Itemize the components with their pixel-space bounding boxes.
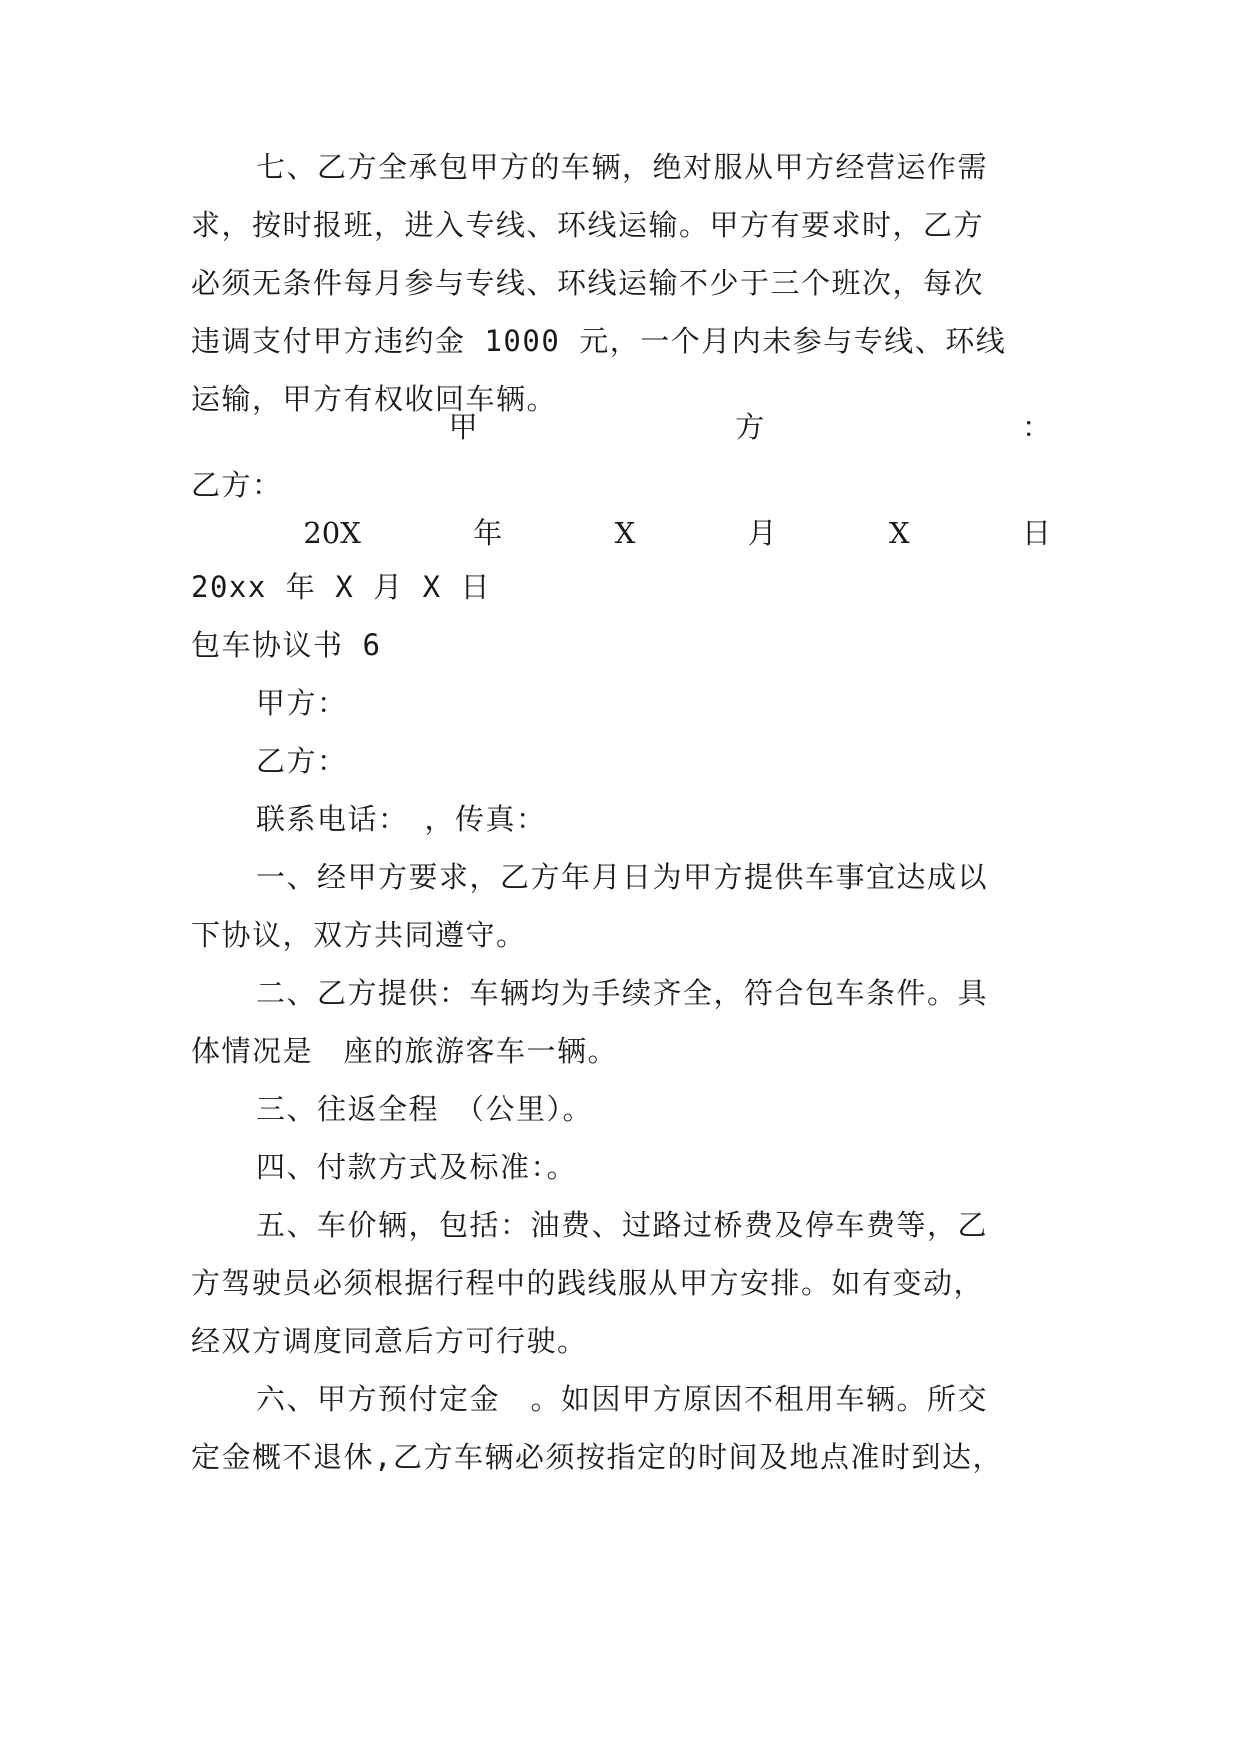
paragraph-line: 七、乙方全承包甲方的车辆，绝对服从甲方经营运作需 <box>256 150 989 184</box>
date-part: X <box>888 516 910 550</box>
date-part: 20X <box>303 516 361 550</box>
date-part: X <box>614 516 636 550</box>
party-a-signature-row <box>191 398 1051 456</box>
paragraph-line: 必须无条件每月参与专线、环线运输不少于三个班次，每次 <box>191 266 985 300</box>
clause-1-line: 一、经甲方要求，乙方年月日为甲方提供车事宜达成以 <box>256 860 989 894</box>
clause-3-line: 三、往返全程 （公里）。 <box>256 1092 594 1126</box>
clause-5-line: 五、车价辆，包括：油费、过路过桥费及停车费等，乙 <box>256 1208 989 1242</box>
second-date: 20xx 年 X 月 X 日 <box>191 570 492 604</box>
clause-5-line: 方驾驶员必须根据行程中的践线服从甲方安排。如有变动， <box>191 1266 985 1300</box>
party-a-colon: ： <box>1021 410 1051 444</box>
agreement-title: 包车协议书 6 <box>191 628 382 662</box>
agreement-6-block <box>191 558 1051 1486</box>
clause-4-line: 四、付款方式及标准：。 <box>256 1150 578 1184</box>
paragraph-line: 违调支付甲方违约金 1000 元，一个月内未参与专线、环线 <box>191 324 1007 358</box>
clause-5-line: 经双方调度同意后方可行驶。 <box>191 1324 588 1358</box>
contact-field: 联系电话： ，传真： <box>256 802 547 836</box>
date-part: 月 <box>747 516 777 550</box>
clause-1-line: 下协议，双方共同遵守。 <box>191 918 527 952</box>
party-a-char: 方 <box>735 410 765 444</box>
clause-6-line: 定金概不退休,乙方车辆必须按指定的时间及地点准时到达， <box>191 1440 1003 1474</box>
party-b-label: 乙方： <box>191 468 283 502</box>
party-a-char: 甲 <box>448 410 478 444</box>
section-7-paragraph <box>191 138 1051 428</box>
date-row <box>191 504 1051 562</box>
clause-2-line: 二、乙方提供：车辆均为手续齐全，符合包车条件。具 <box>256 976 989 1010</box>
date-part: 年 <box>473 516 503 550</box>
paragraph-line: 求，按时报班，进入专线、环线运输。甲方有要求时，乙方 <box>191 208 985 242</box>
clause-6-line: 六、甲方预付定金 。如因甲方原因不租用车辆。所交 <box>256 1382 989 1416</box>
date-part: 日 <box>1021 516 1051 550</box>
party-a-field: 甲方： <box>256 686 348 720</box>
party-b-field: 乙方： <box>256 744 348 778</box>
paragraph-line: 运输，甲方有权收回车辆。 <box>191 382 558 416</box>
clause-2-line: 体情况是 座的旅游客车一辆。 <box>191 1034 619 1068</box>
